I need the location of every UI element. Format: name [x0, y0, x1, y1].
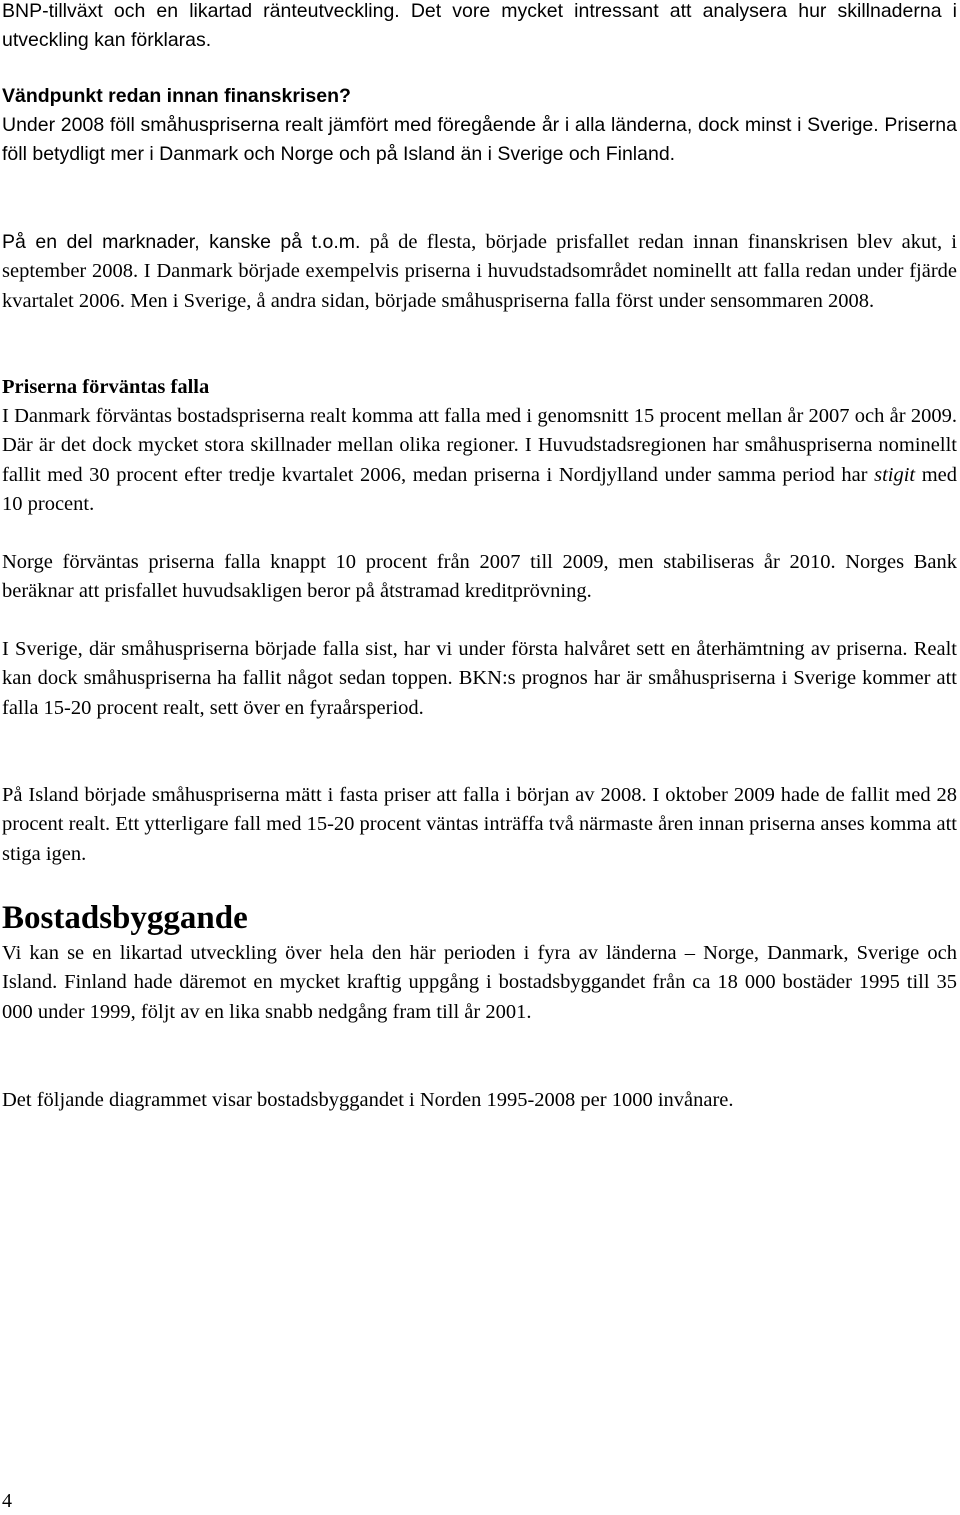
- paragraph-bostadsbyggande: Vi kan se en likartad utveckling över hela den här perioden i fyra av länderna – Norge, Danmark, Sverige och Island. Finland hade däremot en mycket kraftig uppgång i bostadsbyggandet från ca 18 000 bostäder 1995 till 35 000 under 1999, följt av en lika snabb nedgång fram till år 2001.: [2, 942, 957, 1023]
- paragraph-danmark-text-a: I Danmark förväntas bostadspriserna realt komma att falla med i genomsnitt 15 procent mellan år 2007 och år 2009. Där är det dock mycket stora skillnader mellan olika regioner. I Huvudstadsregionen har småhuspriserna nominellt fallit med 30 procent efter tredje kvartalet 2006, medan priserna i Nordjylland under samma period har: [2, 405, 957, 486]
- section-heading-priserna: Priserna förväntas falla: [2, 376, 210, 398]
- paragraph-marknader-lead: På en del marknader, kanske på t.o.m.: [2, 231, 361, 253]
- paragraph-norge: Norge förväntas priserna falla knappt 10 procent från 2007 till 2009, men stabiliseras år 2010. Norges Bank beräknar att prisfallet huvudsakligen beror på åtstramad kreditprövning.: [2, 551, 957, 603]
- paragraph-diagram-intro: Det följande diagrammet visar bostadsbyggandet i Norden 1995-2008 per 1000 invånare.: [2, 1089, 734, 1111]
- paragraph-bnp: BNP-tillväxt och en likartad ränteutveckling. Det vore mycket intressant att analysera hur skillnaderna i utveckling kan förklaras.: [2, 0, 957, 52]
- paragraph-sverige: I Sverige, där småhuspriserna började falla sist, har vi under första halvåret sett en återhämtning av priserna. Realt kan dock småhuspriserna ha fallit något sedan toppen. BKN:s prognos har är småhuspriserna i Sverige kommer att falla 15-20 procent realt, sett över en fyraårsperiod.: [2, 638, 957, 719]
- paragraph-danmark-text-b: med 10 procent.: [2, 463, 957, 516]
- paragraph-marknader: [2, 228, 957, 316]
- page-number: 4: [2, 1490, 12, 1512]
- section-heading-vandpunkt: Vändpunkt redan innan finanskrisen?: [2, 85, 351, 107]
- paragraph-marknader-body: på de flesta, började prisfallet redan innan finanskrisen blev akut, i september 2008. I Danmark började exempelvis priserna i huvudstadsområdet nominellt att falla redan under fjärde kvartalet 2006. Men i Sverige, å andra sidan, började småhuspriserna falla först under sensommaren 2008.: [2, 231, 957, 312]
- section-heading-bostadsbyggande: Bostadsbyggande: [2, 900, 248, 936]
- paragraph-danmark-emphasis: stigit: [874, 463, 916, 486]
- paragraph-2008-prices: Under 2008 föll småhuspriserna realt jämfört med föregående år i alla länderna, dock minst i Sverige. Priserna föll betydligt mer i Danmark och Norge och på Island än i Sverige och Finland.: [2, 114, 957, 166]
- paragraph-island: På Island började småhuspriserna mätt i fasta priser att falla i början av 2008. I oktober 2009 hade de fallit med 28 procent realt. Ett ytterligare fall med 15-20 procent väntas inträffa två närmaste åren innan priserna anses komma att stiga igen.: [2, 784, 957, 865]
- paragraph-danmark: [2, 402, 957, 520]
